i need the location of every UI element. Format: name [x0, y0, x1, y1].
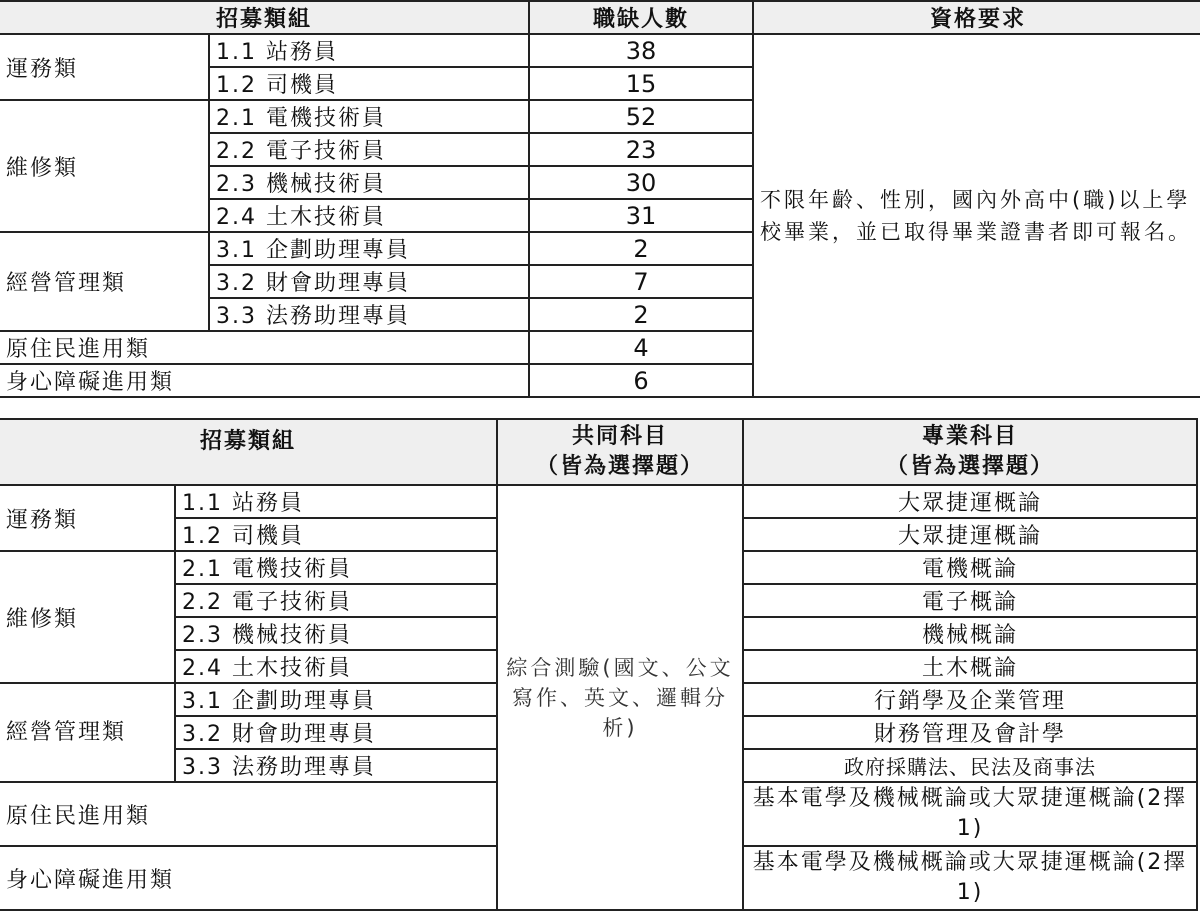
- specialty-subject-cell: 基本電學及機械概論或大眾捷運概論(2擇1): [743, 782, 1197, 846]
- specialty-subject-cell: 機械概論: [743, 617, 1197, 650]
- position-cell: 3.1 企劃助理專員: [175, 683, 497, 716]
- position-cell: 1.1 站務員: [209, 34, 529, 67]
- vacancy-count: 4: [529, 331, 753, 364]
- position-cell: 3.3 法務助理專員: [175, 749, 497, 782]
- position-cell: 2.1 電機技術員: [209, 100, 529, 133]
- position-cell: 3.2 財會助理專員: [175, 716, 497, 749]
- group-cell: 運務類: [0, 485, 175, 551]
- position-cell: 1.2 司機員: [209, 67, 529, 100]
- vacancy-count: 23: [529, 133, 753, 166]
- position-cell: 2.3 機械技術員: [209, 166, 529, 199]
- position-cell: 3.1 企劃助理專員: [209, 232, 529, 265]
- position-cell: 3.2 財會助理專員: [209, 265, 529, 298]
- exam-subjects-table: [0, 418, 1198, 911]
- specialty-subject-cell: 行銷學及企業管理: [743, 683, 1197, 716]
- single-category-cell: 身心障礙進用類: [0, 846, 497, 910]
- group-cell: 運務類: [0, 34, 209, 100]
- vacancy-count: 2: [529, 232, 753, 265]
- position-cell: 2.2 電子技術員: [175, 584, 497, 617]
- recruitment-quota-table: [0, 0, 1200, 398]
- position-cell: 2.1 電機技術員: [175, 551, 497, 584]
- vacancy-count: 30: [529, 166, 753, 199]
- vacancy-count: 7: [529, 265, 753, 298]
- table-header-row: [0, 1, 1200, 34]
- table-row: [0, 485, 1197, 518]
- position-cell: 1.1 站務員: [175, 485, 497, 518]
- header-recruit-group: 招募類組: [0, 1, 529, 34]
- common-subject-cell: 綜合測驗(國文、公文寫作、英文、邏輯分析): [497, 485, 743, 910]
- header-common-note: （皆為選擇題）: [536, 454, 705, 479]
- header-specialty-title: 專業科目: [922, 424, 1019, 449]
- header-specialty-subject: [743, 419, 1197, 485]
- vacancy-count: 38: [529, 34, 753, 67]
- vacancy-count: 31: [529, 199, 753, 232]
- vacancy-count: 2: [529, 298, 753, 331]
- group-cell: 經營管理類: [0, 683, 175, 782]
- header-common-title: 共同科目: [572, 424, 669, 449]
- single-category-cell: 原住民進用類: [0, 782, 497, 846]
- table-row: [0, 34, 1200, 67]
- position-cell: 2.4 土木技術員: [209, 199, 529, 232]
- vacancy-count: 15: [529, 67, 753, 100]
- qualification-cell: 不限年齡、性別，國內外高中(職)以上學校畢業，並已取得畢業證書者即可報名。: [753, 34, 1200, 397]
- specialty-subject-cell: 財務管理及會計學: [743, 716, 1197, 749]
- single-category-cell: 身心障礙進用類: [0, 364, 529, 397]
- position-cell: 1.2 司機員: [175, 518, 497, 551]
- specialty-subject-cell: 大眾捷運概論: [743, 518, 1197, 551]
- table-header-row: [0, 419, 1197, 485]
- position-cell: 2.3 機械技術員: [175, 617, 497, 650]
- specialty-subject-cell: 政府採購法、民法及商事法: [743, 749, 1197, 782]
- single-category-cell: 原住民進用類: [0, 331, 529, 364]
- position-cell: 2.4 土木技術員: [175, 650, 497, 683]
- vacancy-count: 6: [529, 364, 753, 397]
- specialty-subject-cell: 電子概論: [743, 584, 1197, 617]
- vacancy-count: 52: [529, 100, 753, 133]
- group-cell: 維修類: [0, 551, 175, 683]
- header-vacancies: 職缺人數: [529, 1, 753, 34]
- specialty-subject-cell: 基本電學及機械概論或大眾捷運概論(2擇1): [743, 846, 1197, 910]
- specialty-subject-cell: 土木概論: [743, 650, 1197, 683]
- position-cell: 2.2 電子技術員: [209, 133, 529, 166]
- header-common-subject: [497, 419, 743, 485]
- group-cell: 經營管理類: [0, 232, 209, 331]
- position-cell: 3.3 法務助理專員: [209, 298, 529, 331]
- header-recruit-group: 招募類組: [0, 419, 497, 485]
- header-specialty-note: （皆為選擇題）: [886, 454, 1055, 479]
- specialty-subject-cell: 大眾捷運概論: [743, 485, 1197, 518]
- header-qualification: 資格要求: [753, 1, 1200, 34]
- group-cell: 維修類: [0, 100, 209, 232]
- specialty-subject-cell: 電機概論: [743, 551, 1197, 584]
